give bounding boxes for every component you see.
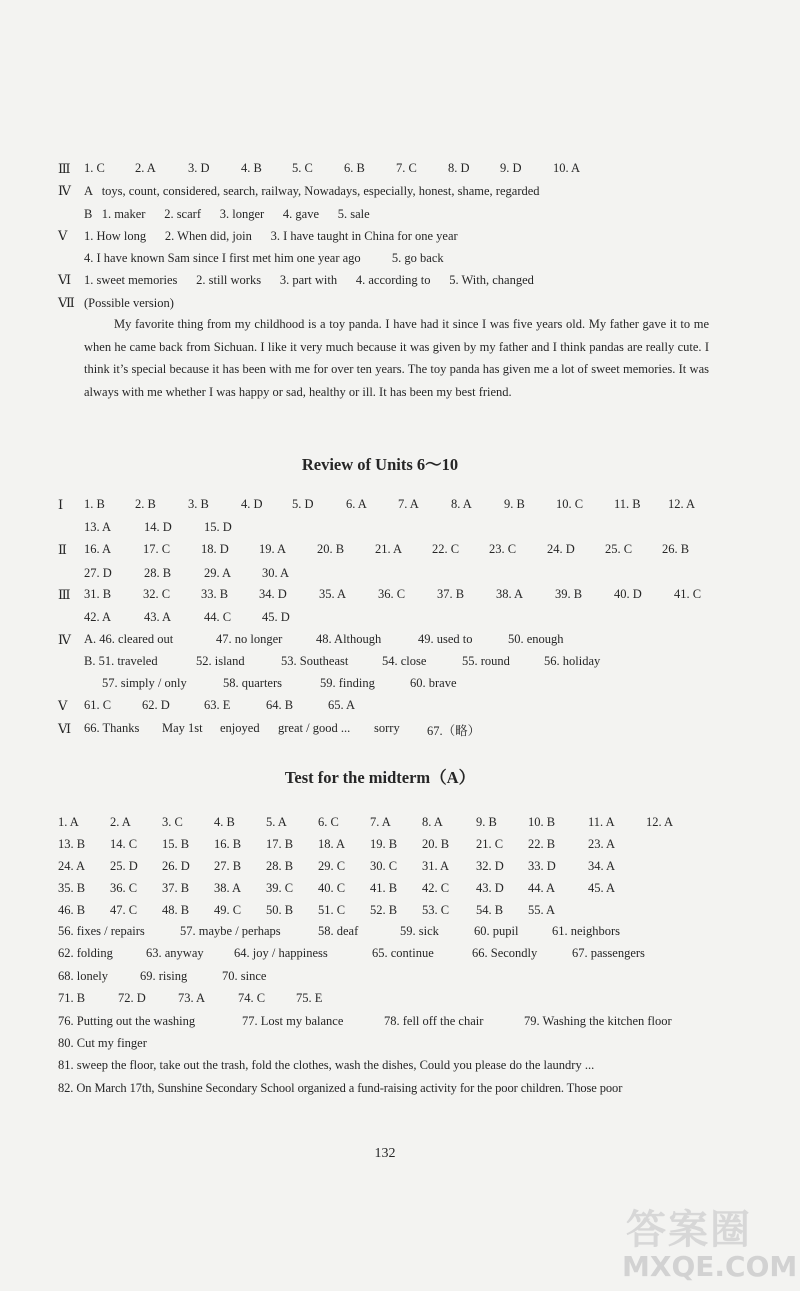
answer-item: 10. A [553, 161, 581, 175]
roman-numeral: Ⅵ [58, 721, 72, 736]
answer-item: 3. C [162, 815, 183, 829]
answer-line: B 1. maker 2. scarf 3. longer 4. gave 5. sale [84, 207, 370, 221]
answer-item: 15. D [204, 520, 232, 534]
answer-item: 17. B [266, 837, 294, 851]
roman-numeral: Ⅱ [58, 542, 67, 557]
answer-item: 61. C [84, 698, 112, 712]
answer-item: 45. A [588, 881, 616, 895]
watermark-chinese: 答案圈 [626, 1207, 752, 1253]
answer-item: 30. C [370, 859, 398, 873]
answer-item: 3. B [188, 497, 209, 511]
answer-item: 13. A [84, 520, 112, 534]
answer-item: 20. B [422, 837, 450, 851]
answer-item: A. 46. cleared out [84, 632, 174, 646]
answer-item: 55. round [462, 654, 510, 668]
answer-item: 9. B [504, 497, 525, 511]
answer-item: 15. B [162, 837, 190, 851]
answer-item: 47. C [110, 903, 138, 917]
page-number: 132 [374, 1146, 396, 1161]
answer-item: 63. anyway [146, 946, 204, 960]
answer-item: 32. C [143, 587, 171, 601]
answer-item: 19. A [259, 542, 287, 556]
answer-item: 51. C [318, 903, 346, 917]
answer-item: 33. D [528, 859, 556, 873]
answer-line: 81. sweep the floor, take out the trash, fold the clothes, wash the dishes, Could you please do the laundry ... [58, 1058, 595, 1072]
answer-item: 65. continue [372, 946, 434, 960]
answer-item: 19. B [370, 837, 398, 851]
answer-item: 48. B [162, 903, 190, 917]
answer-item: 61. neighbors [552, 924, 621, 938]
answer-item: 40. D [614, 587, 642, 601]
answer-item: 30. A [262, 566, 290, 580]
answer-item: 2. B [135, 497, 156, 511]
answer-item: 14. C [110, 837, 138, 851]
answer-item: 75. E [296, 991, 323, 1005]
answer-item: 58. quarters [223, 676, 283, 690]
answer-item: 26. B [662, 542, 690, 556]
answer-item: 54. B [476, 903, 504, 917]
answer-item: 7. A [398, 497, 419, 511]
answer-item: 10. C [556, 497, 584, 511]
answer-item: 41. B [370, 881, 398, 895]
answer-item: 28. B [144, 566, 172, 580]
answer-item: 46. B [58, 903, 86, 917]
answer-item: 8. A [451, 497, 472, 511]
answer-item: 73. A [178, 991, 206, 1005]
roman-numeral: Ⅶ [58, 295, 75, 310]
answer-item: 40. C [318, 881, 346, 895]
answer-item: 69. rising [140, 969, 188, 983]
answer-item: 5. A [266, 815, 287, 829]
answer-item: 79. Washing the kitchen floor [524, 1014, 672, 1028]
answer-item: 27. B [214, 859, 242, 873]
roman-numeral: Ⅵ [58, 272, 72, 287]
answer-line: 1. sweet memories 2. still works 3. part with 4. according to 5. With, changed [84, 273, 534, 287]
answer-item: 39. C [266, 881, 294, 895]
answer-line: A toys, count, considered, search, railway, Nowadays, especially, honest, shame, regarded [84, 184, 540, 198]
answer-item: 3. D [188, 161, 210, 175]
answer-item: 44. A [528, 881, 556, 895]
midterm-title: Test for the midterm（A） [284, 768, 476, 787]
answer-item: 53. Southeast [281, 654, 349, 668]
answer-item: 9. D [500, 161, 522, 175]
answer-item: 29. A [204, 566, 232, 580]
answer-item: 49. C [214, 903, 242, 917]
answer-item: 64. joy / happiness [234, 946, 328, 960]
answer-item: 22. B [528, 837, 556, 851]
answer-item: 12. A [668, 497, 696, 511]
roman-numeral: Ⅳ [58, 632, 71, 647]
answer-item: 64. B [266, 698, 294, 712]
answer-item: 50. enough [508, 632, 564, 646]
answer-item: 16. A [84, 542, 112, 556]
roman-numeral: Ⅲ [58, 587, 71, 602]
answer-item: 14. D [144, 520, 172, 534]
answer-item: 62. D [142, 698, 170, 712]
answer-item: 26. D [162, 859, 190, 873]
answer-item: 32. D [476, 859, 504, 873]
roman-numeral: Ⅲ [58, 161, 71, 176]
answer-item: 29. C [318, 859, 346, 873]
answer-item: 13. B [58, 837, 86, 851]
answer-item: 55. A [528, 903, 556, 917]
answer-item: 36. C [110, 881, 138, 895]
answer-item: enjoyed [220, 721, 260, 735]
answer-item: 1. C [84, 161, 105, 175]
answer-item: 52. B [370, 903, 398, 917]
answer-item: great / good ... [278, 721, 351, 735]
answer-item: 17. C [143, 542, 171, 556]
answer-item: 57. simply / only [102, 676, 187, 690]
answer-item: 67.（略） [427, 724, 481, 738]
answer-item: 54. close [382, 654, 427, 668]
essay-paragraph: My favorite thing from my childhood is a toy panda. I have had it since I was five years old. My father gave it to me when he came back from Sichuan. I like it very much because it was given by my father and I think pandas are really cute. I think it’s special because it has been with me for over ten years. The toy panda has given me a lot of sweet memories. It was always with me whether I was happy or sad, healthy or ill. It has been my best friend. [84, 317, 709, 399]
answer-item: 4. D [241, 497, 263, 511]
answer-item: 66. Secondly [472, 946, 538, 960]
roman-numeral: Ⅴ [58, 228, 68, 243]
answer-item: 21. A [375, 542, 403, 556]
answer-item: 60. brave [410, 676, 457, 690]
answer-item: 18. D [201, 542, 229, 556]
answer-item: 18. A [318, 837, 346, 851]
answer-item: 58. deaf [318, 924, 359, 938]
watermark-domain: MXQE.COM [622, 1250, 798, 1283]
answer-item: 16. B [214, 837, 242, 851]
answer-item: 7. C [396, 161, 417, 175]
answer-item: 34. A [588, 859, 616, 873]
answer-item: 45. D [262, 610, 290, 624]
answer-item: 38. A [214, 881, 242, 895]
answer-item: 62. folding [58, 946, 113, 960]
answer-item: 74. C [238, 991, 266, 1005]
review-title: Review of Units 6～10 [301, 455, 459, 474]
roman-numeral: Ⅰ [58, 497, 64, 512]
answer-item: 11. A [588, 815, 615, 829]
answer-item: 59. finding [320, 676, 375, 690]
answer-item: 1. B [84, 497, 105, 511]
answer-item: 4. B [214, 815, 235, 829]
roman-numeral: Ⅳ [58, 183, 71, 198]
answer-item: 53. C [422, 903, 450, 917]
answer-item: 42. C [422, 881, 450, 895]
answer-item: 43. D [476, 881, 504, 895]
answer-item: 24. D [547, 542, 575, 556]
answer-item: 23. A [588, 837, 616, 851]
watermark-logo [618, 1198, 798, 1286]
answer-item: 57. maybe / perhaps [180, 924, 281, 938]
answer-line: (Possible version) [84, 296, 174, 310]
answer-line: 1. How long 2. When did, join 3. I have taught in China for one year [84, 229, 458, 243]
answer-line: 82. On March 17th, Sunshine Secondary School organized a fund-raising activity for the poor children. Those poor [58, 1081, 623, 1095]
answer-item: 12. A [646, 815, 674, 829]
answer-item: 25. D [110, 859, 138, 873]
answer-item: 77. Lost my balance [242, 1014, 344, 1028]
answer-item: 78. fell off the chair [384, 1014, 484, 1028]
answer-item: 35. B [58, 881, 86, 895]
answer-item: 65. A [328, 698, 356, 712]
answer-item: 49. used to [418, 632, 473, 646]
answer-item: 48. Although [316, 632, 382, 646]
answer-item: 36. C [378, 587, 406, 601]
answer-item: 11. B [614, 497, 641, 511]
answer-item: 21. C [476, 837, 504, 851]
answer-item: 47. no longer [216, 632, 283, 646]
answer-item: 72. D [118, 991, 146, 1005]
answer-item: 43. A [144, 610, 172, 624]
answer-item: 52. island [196, 654, 245, 668]
answer-item: 39. B [555, 587, 583, 601]
answer-item: 27. D [84, 566, 112, 580]
answer-item: 24. A [58, 859, 86, 873]
answer-item: 5. D [292, 497, 314, 511]
answer-item: 33. B [201, 587, 229, 601]
answer-item: 10. B [528, 815, 556, 829]
answer-item: 22. C [432, 542, 460, 556]
answer-item: 34. D [259, 587, 287, 601]
answer-item: 70. since [222, 969, 267, 983]
roman-numeral: Ⅴ [58, 698, 68, 713]
answer-item: 20. B [317, 542, 345, 556]
answer-item: May 1st [162, 721, 203, 735]
answer-item: 66. Thanks [84, 721, 140, 735]
answer-item: 71. B [58, 991, 86, 1005]
answer-item: 8. A [422, 815, 443, 829]
answer-item: 6. B [344, 161, 365, 175]
answer-item: 60. pupil [474, 924, 519, 938]
answer-line: 4. I have known Sam since I first met him one year ago 5. go back [84, 251, 444, 265]
answer-item: 2. A [110, 815, 131, 829]
answer-item: 6. A [346, 497, 367, 511]
answer-item: 9. B [476, 815, 497, 829]
answer-item: 38. A [496, 587, 524, 601]
answer-item: 59. sick [400, 924, 439, 938]
answer-item: 44. C [204, 610, 232, 624]
answer-item: 50. B [266, 903, 294, 917]
answer-item: 76. Putting out the washing [58, 1014, 196, 1028]
answer-item: 41. C [674, 587, 702, 601]
answer-item: 23. C [489, 542, 517, 556]
answer-item: 7. A [370, 815, 391, 829]
answer-line: 80. Cut my finger [58, 1036, 147, 1050]
answer-item: B. 51. traveled [84, 654, 158, 668]
answer-item: 28. B [266, 859, 294, 873]
answer-item: 1. A [58, 815, 79, 829]
answer-item: 35. A [319, 587, 347, 601]
answer-item: 63. E [204, 698, 231, 712]
answer-item: 6. C [318, 815, 339, 829]
answer-item: 5. C [292, 161, 313, 175]
answer-item: 37. B [162, 881, 190, 895]
answer-item: 31. A [422, 859, 450, 873]
answer-item: 8. D [448, 161, 470, 175]
answer-item: 4. B [241, 161, 262, 175]
answer-item: 42. A [84, 610, 112, 624]
answer-item: 25. C [605, 542, 633, 556]
answer-item: 2. A [135, 161, 156, 175]
answer-item: 56. fixes / repairs [58, 924, 145, 938]
answer-item: 31. B [84, 587, 112, 601]
answer-item: sorry [374, 721, 400, 735]
answer-item: 68. lonely [58, 969, 108, 983]
answer-item: 37. B [437, 587, 465, 601]
answer-item: 67. passengers [572, 946, 645, 960]
answer-item: 56. holiday [544, 654, 601, 668]
